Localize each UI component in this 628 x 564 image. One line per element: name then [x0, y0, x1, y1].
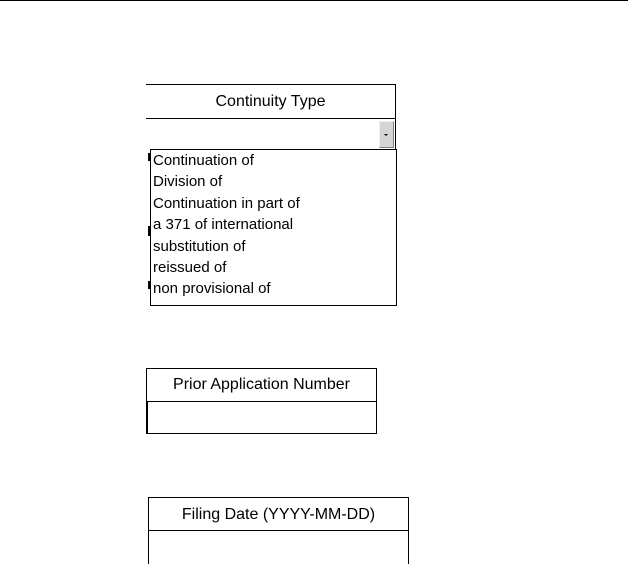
prior-application-number-label: Prior Application Number: [146, 368, 377, 401]
option-substitution-of[interactable]: substitution of: [153, 237, 246, 255]
option-continuation-in-part-of[interactable]: Continuation in part of: [153, 194, 300, 212]
option-continuation-of[interactable]: Continuation of: [153, 152, 254, 169]
prior-application-number-input[interactable]: [146, 401, 377, 434]
filing-date-input[interactable]: [148, 530, 409, 564]
continuity-type-dropdown[interactable]: [146, 118, 396, 150]
option-371-of-international[interactable]: a 371 of international: [153, 216, 294, 234]
page-top-rule: [0, 0, 628, 1]
option-non-provisional-of[interactable]: non provisional of: [153, 280, 271, 298]
option-reissued-of[interactable]: reissued of: [153, 259, 227, 277]
continuity-type-label: Continuity Type: [146, 84, 396, 118]
continuity-type-options-list[interactable]: [150, 149, 397, 306]
chevron-down-icon[interactable]: [379, 121, 394, 148]
option-division-of[interactable]: Division of: [153, 173, 223, 191]
filing-date-label: Filing Date (YYYY-MM-DD): [148, 497, 409, 530]
